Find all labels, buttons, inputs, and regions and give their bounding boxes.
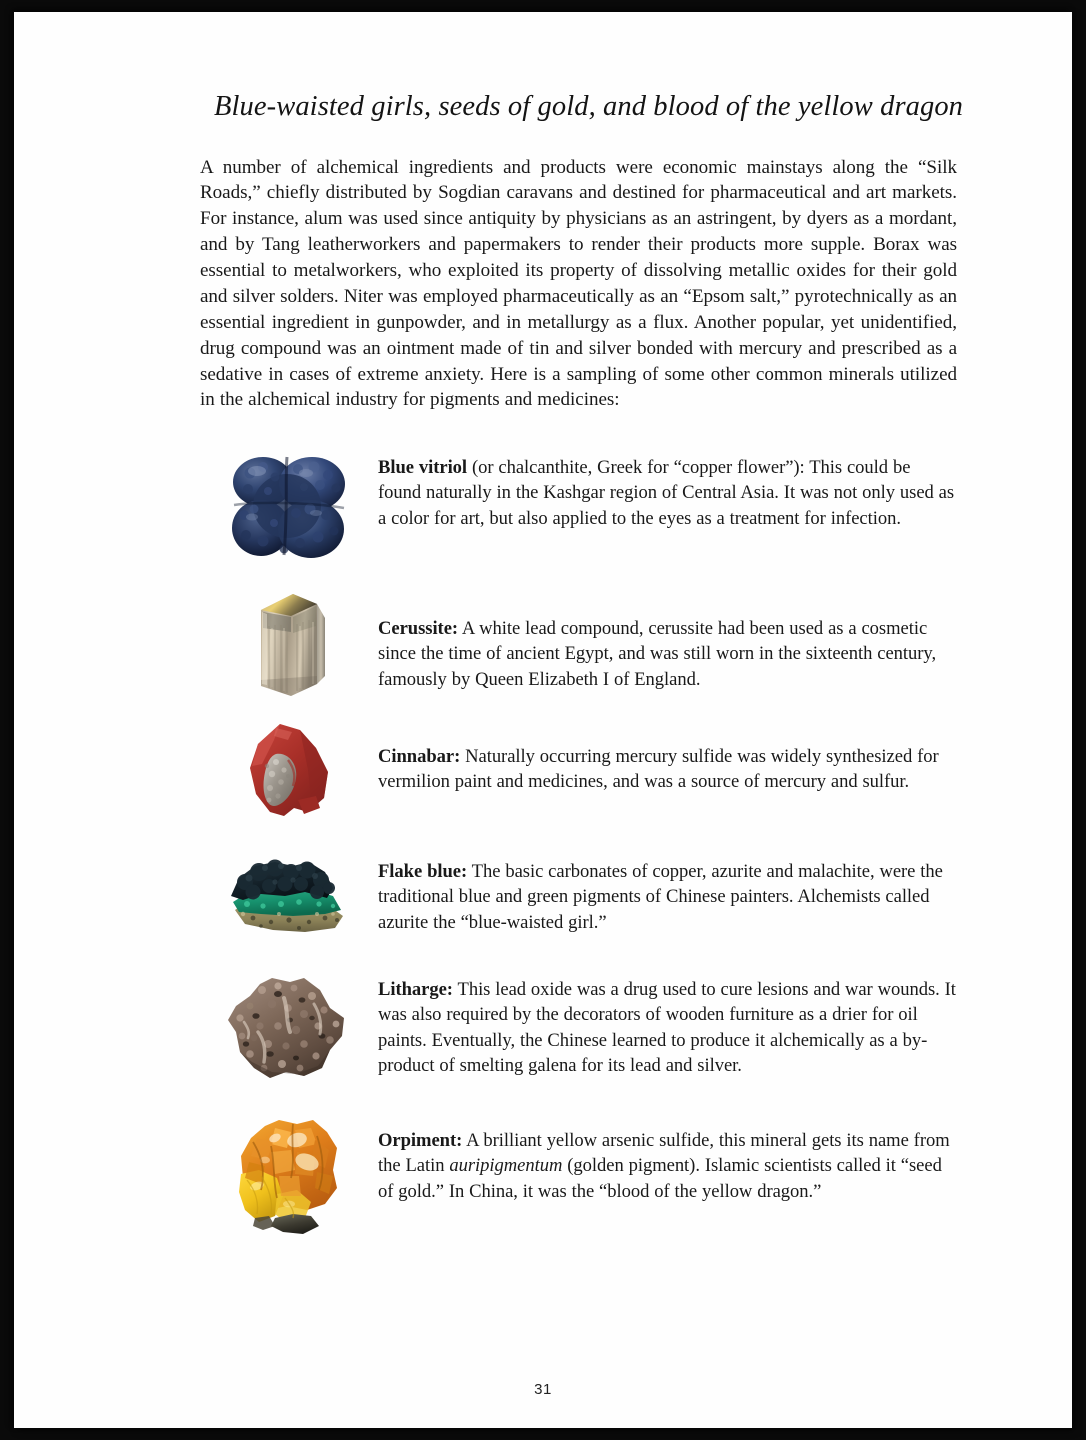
mineral-name-cinnabar: Cinnabar:: [378, 746, 461, 768]
mineral-text-cinnabar: [378, 720, 957, 794]
mineral-body-orpiment-pre: A brilliant yellow arsenic sulfide, this mineral gets its name from the Latin: [378, 1130, 950, 1177]
mineral-body-orpiment-post: (golden pigment). Islamic scientists called it “seed of gold.” In China, it was the “blood of the yellow dragon.”: [378, 1155, 942, 1202]
mineral-body-blue-vitriol: (or chalcanthite, Greek for “copper flower”): This could be found naturally in the Kashgar region of Central Asia. It was not only used as a color for art, but also applied to the eyes as a treatment for infection.: [378, 457, 955, 529]
page-content: [200, 90, 964, 1238]
intro-paragraph: A number of alchemical ingredients and products were economic mainstays along the “Silk Roads,” chiefly distributed by Sogdian caravans and destined for pharmaceutical and art markets. For instance, alum was used since antiquity by physicians as an astringent, by dyers as a mordant, and by Tang leatherworkers and papermakers to render their products more supple. Borax was essential to metalworkers, who exploited its property of dissolving metallic oxides for their gold and silver solders. Niter was employed pharmaceutically as an “Epsom salt,” pyrotechnically as an essential ingredient in gunpowder, and in metallurgy as a flux. Another popular, yet unidentified, drug compound was an ointment made of tin and silver bonded with mercury and prescribed as a sedative in cases of extreme anxiety. Here is a sampling of some other common minerals utilized in the alchemical industry for pigments and medicines:: [200, 156, 957, 411]
figure-orpiment: [200, 1118, 378, 1238]
figure-blue-vitriol: [200, 453, 378, 561]
mineral-text-litharge: [378, 974, 957, 1078]
page-sheet: [14, 12, 1072, 1428]
mineral-entry-blue-vitriol: [200, 453, 957, 561]
mineral-name-cerussite: Cerussite:: [378, 618, 459, 640]
mineral-body-cerussite: A white lead compound, cerussite had been used as a cosmetic since the time of ancient Egypt, and was still worn in the sixteenth century, famously by Queen Elizabeth I of England.: [378, 618, 937, 690]
litharge-specimen-icon: [226, 974, 352, 1086]
mineral-text-flake-blue: [378, 854, 957, 935]
mineral-text-orpiment: [378, 1118, 957, 1204]
page-inner: [14, 12, 1072, 1428]
figure-litharge: [200, 974, 378, 1086]
mineral-name-flake-blue: Flake blue:: [378, 861, 468, 883]
mineral-italic-term-orpiment: auripigmentum: [449, 1155, 563, 1177]
page-number: 31: [534, 1381, 552, 1398]
cerussite-specimen-icon: [247, 588, 331, 700]
mineral-text-cerussite: [378, 588, 957, 692]
flake-blue-specimen-icon: [229, 854, 349, 938]
mineral-body-litharge: This lead oxide was a drug used to cure lesions and war wounds. It was also required by the decorators of wooden furniture as a drier for oil paints. Eventually, the Chinese learned to produce it alchemically as a by-product of smelting galena for its lead and silver.: [378, 979, 956, 1076]
mineral-body-flake-blue: The basic carbonates of copper, azurite and malachite, were the traditional blue and green pigments of Chinese painters. Alchemists called azurite the “blue-waisted girl.”: [378, 861, 943, 933]
figure-cinnabar: [200, 720, 378, 832]
orpiment-specimen-icon: [231, 1118, 347, 1238]
mineral-entry-orpiment: [200, 1118, 957, 1238]
mineral-entry-flake-blue: [200, 854, 957, 938]
figure-flake-blue: [200, 854, 378, 938]
figure-cerussite: [200, 588, 378, 700]
mineral-body-cinnabar: Naturally occurring mercury sulfide was widely synthesized for vermilion paint and medicines, and was a source of mercury and sulfur.: [378, 746, 939, 793]
mineral-name-litharge: Litharge:: [378, 979, 453, 1001]
page-title: Blue-waisted girls, seeds of gold, and blood of the yellow dragon: [214, 91, 964, 122]
blue-vitriol-specimen-icon: [230, 453, 348, 561]
mineral-entry-litharge: [200, 974, 957, 1086]
mineral-entry-cinnabar: [200, 720, 957, 832]
mineral-entry-cerussite: [200, 588, 957, 700]
mineral-text-blue-vitriol: [378, 453, 957, 531]
mineral-entry-list: [200, 453, 957, 1238]
mineral-name-orpiment: Orpiment:: [378, 1130, 463, 1152]
cinnabar-specimen-icon: [236, 720, 342, 832]
mineral-name-blue-vitriol: Blue vitriol: [378, 457, 468, 479]
